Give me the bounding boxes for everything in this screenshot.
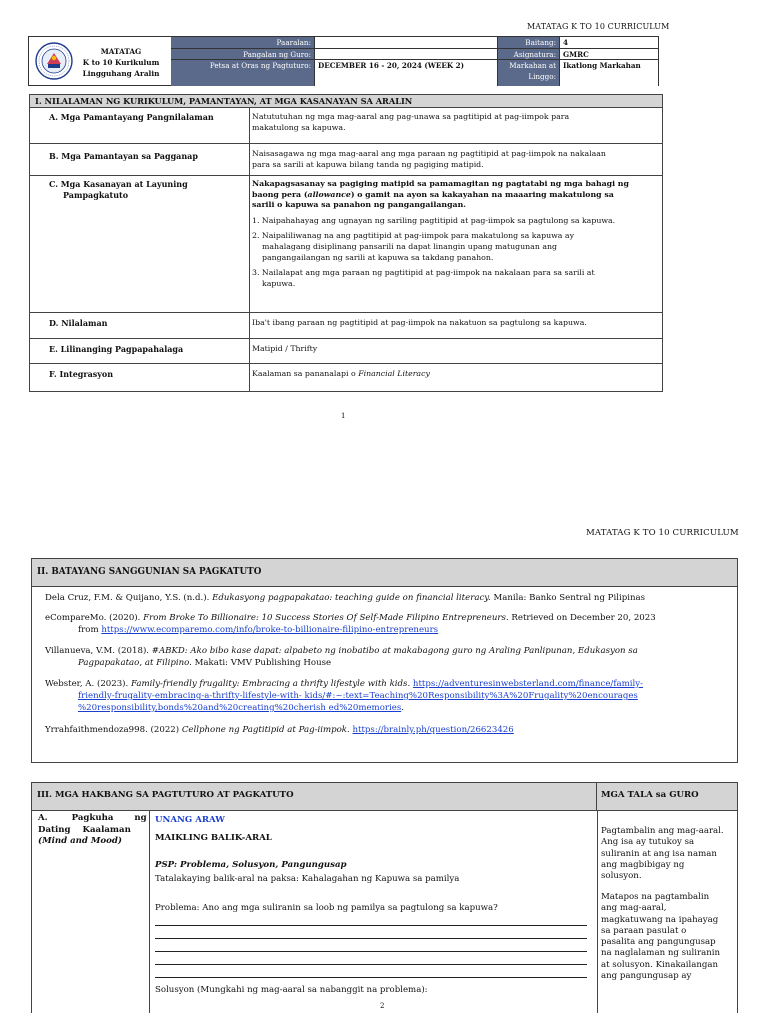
unang-araw-label: UNANG ARAW xyxy=(155,815,225,825)
row-f-text: Kaalaman sa pananalapi o Financial Literacy xyxy=(252,369,430,378)
page-number: 1 xyxy=(341,412,346,420)
curriculum-tag: MATATAG K TO 10 CURRICULUM xyxy=(586,528,739,538)
objective-1: 1. Naipahahayag ang ugnayan ng sariling pagtitipid at pag-iimpok sa pagtulong sa kapuwa. xyxy=(252,215,616,225)
header-title-line: MATATAG xyxy=(100,47,142,56)
problema-prompt: Problema: Ano ang mga suliranin sa loob ng pamilya sa pagtulong sa kapuwa? xyxy=(155,903,498,913)
answer-line[interactable] xyxy=(155,938,587,939)
reference-link[interactable]: friendly-frugality-embracing-a-thrifty-lifestyle-with- kids/#:~:text=Teaching%20Responsibility%3A%20Frugality%20encourages xyxy=(78,691,638,701)
notes-heading: MGA TALA sa GURO xyxy=(597,783,737,811)
teacher-note-1: Pagtambalin ang mag-aaral. Ang isa ay tutukoy sa suliranin at ang isa naman ang magbibigay ng solusyon. xyxy=(601,826,724,882)
reference-3: Villanueva, V.M. (2018). #ABKD: Ako bibo kase dapat: alpabeto ng inobatibo at makabagong guro ng Araling Panlipunan, Edukasyon sa Pagpapakatao, at Filipino. Makati: VMV Publishing House xyxy=(45,646,638,668)
section2-heading: II. BATAYANG SANGGUNIAN SA PAGKATUTO xyxy=(32,559,737,587)
answer-line[interactable] xyxy=(155,925,587,926)
row-d-label: D. Nilalaman xyxy=(49,318,108,328)
header-title-line: Lingguhang Aralin xyxy=(82,69,160,78)
markahan-label: Markahan at Linggo: xyxy=(497,60,559,86)
header-title-line: K to 10 Kurikulum xyxy=(82,58,160,67)
reference-2: eCompareMo. (2020). From Broke To Billionaire: 10 Success Stories Of Self-Made Filipino Entrepreneurs. Retrieved on December 20, 2023 from https://www.ecomparemo.com/info/broke-to-billionaire-filipino-entrepreneurs xyxy=(45,613,656,635)
paaralan-label: Paaralan: xyxy=(171,37,314,48)
objective-3: 3. Nailalapat ang mga paraan ng pagtitipid at pag-iimpok na nakalaan para sa sarili at kapuwa. xyxy=(252,268,595,288)
markahan-value[interactable]: Ikatlong Markahan xyxy=(559,60,658,86)
row-d-text: Iba't ibang paraan ng pagtitipid at pag-iimpok na nakatuon sa pagtulong sa kapuwa. xyxy=(252,318,587,327)
solusyon-prompt: Solusyon (Mungkahi ng mag-aaral sa nabanggit na problema): xyxy=(155,985,428,995)
section1-table xyxy=(29,94,663,392)
petsa-label: Petsa at Oras ng Pagtuturo: xyxy=(171,60,314,86)
baitang-value[interactable]: 4 xyxy=(559,37,658,48)
answer-line[interactable] xyxy=(155,977,587,978)
section3-table xyxy=(31,782,738,1013)
balik-aral-topic: Tatalakaying balik-aral na paksa: Kahalagahan ng Kapuwa sa pamilya xyxy=(155,874,460,884)
maikling-balik-aral: MAIKLING BALIK-ARAL xyxy=(155,833,272,843)
paaralan-value[interactable] xyxy=(314,37,497,48)
deped-seal-icon xyxy=(35,41,73,81)
row-e-text: Matipid / Thrifty xyxy=(252,344,318,353)
section1-heading: I. NILALAMAN NG KURIKULUM, PAMANTAYAN, AT MGA KASANAYAN SA ARALIN xyxy=(30,95,662,108)
row-b-label: B. Mga Pamantayan sa Pagganap xyxy=(49,151,198,161)
asignatura-label: Asignatura: xyxy=(497,49,559,60)
answer-line[interactable] xyxy=(155,951,587,952)
lesson-header-table xyxy=(28,36,659,86)
row-f-label: F. Integrasyon xyxy=(49,369,114,379)
asignatura-value[interactable]: GMRC xyxy=(559,49,658,60)
page-number: 2 xyxy=(380,1002,385,1010)
psp-title: PSP: Problema, Solusyon, Pangungusap xyxy=(155,860,347,870)
reference-link[interactable]: https://adventuresinwebsterland.com/finance/family- xyxy=(412,679,644,689)
reference-link[interactable]: https://brainly.ph/question/26623426 xyxy=(352,725,514,735)
row-a-label: A. Mga Pamantayang Pangnilalaman xyxy=(49,112,214,122)
row-b-text: Naisasagawa ng mga mag-aaral ang mga paraan ng pagtitipid at pag-iimpok na nakalaan para sa sarili at kapuwa bilang tanda ng pagiging matipid. xyxy=(252,149,606,169)
guro-label: Pangalan ng Guro: xyxy=(171,49,314,60)
reference-1: Dela Cruz, F.M. & Quijano, Y.S. (n.d.). Edukasyong pagpapakatao: teaching guide on financial literacy. Manila: Banko Sentral ng Pilipinas xyxy=(45,593,646,603)
step-a-label: A. Pagkuha ng Dating Kaalaman (Mind and Mood) xyxy=(38,813,147,847)
reference-link[interactable]: %20responsibility,bonds%20and%20creating%20cherish ed%20memories xyxy=(78,703,402,713)
answer-line[interactable] xyxy=(155,964,587,965)
row-a-text: Natututuhan ng mga mag-aaral ang pag-unawa sa pagtitipid at pag-iimpok para makatulong sa kapuwa. xyxy=(252,112,570,132)
reference-5: Yrrahfaithmendoza998. (2022) Cellphone ng Pagtitipid at Pag-iimpok. https://brainly.ph/question/26623426 xyxy=(45,725,514,735)
petsa-value[interactable]: DECEMBER 16 - 20, 2024 (WEEK 2) xyxy=(314,60,497,86)
row-c-label: C. Mga Kasanayan at Layuning Pampagkatuto xyxy=(49,179,188,200)
row-c-text: Nakapagsasanay sa pagiging matipid sa pamamagitan ng pagtatabi ng mga bahagi ng baong pera (allowance) o gamit na ayon sa kakayahan na maaaring makatulong sa sarili o kapuwa sa panahon ng pangangailangan. 1. Naipahahayag ang ugnayan ng sariling pagtitipid at pag-iimpok sa pagtulong sa kapuwa. 2. Naipaliliwanag na ang pagtitipid at pag-iimpok para makatulong sa kapuwa ay mahalagang disiplinang pansarili na dapat linangin upang matugunan ang pangangailangan ng sarili at kapuwa sa takdang panahon. 3. Nailalapat ang mga paraan ng pagtitipid at pag-iimpok na nakalaan para sa sarili at kapuwa. xyxy=(252,179,657,289)
header-logo-cell xyxy=(29,37,172,85)
curriculum-tag: MATATAG K TO 10 CURRICULUM xyxy=(527,22,670,31)
section3-heading: III. MGA HAKBANG SA PAGTUTURO AT PAGKATUTO xyxy=(32,783,597,811)
teacher-note-2: Matapos na pagtambalin ang mag-aaral, magkatuwang na ipahayag sa paraan pasulat o pasalita ang pangungusap na naglalaman ng suliranin at solusyon. Kinakailangan ang pangungusap ay xyxy=(601,892,721,982)
reference-link[interactable]: https://www.ecomparemo.com/info/broke-to-billionaire-filipino-entrepreneurs xyxy=(101,625,439,635)
objective-2: 2. Naipaliliwanag na ang pagtitipid at pag-iimpok para makatulong sa kapuwa ay mahalagang disiplinang pansarili na dapat linangin upang matugunan ang pangangailangan ng sarili at kapuwa sa takdang panahon. xyxy=(252,231,574,262)
row-e-label: E. Lilinanging Pagpapahalaga xyxy=(49,344,184,354)
reference-4: Webster, A. (2023). Family-friendly frugality: Embracing a thrifty lifestyle with kids. https://adventuresinwebsterland.com/finance/family- friendly-frugality-embracing-a-thrifty-lifestyle-with- kids/#:~:text=Teaching%20Responsibility%3A%20Frugality%20encourages %20responsibility,bonds%20and%20creating%20cherish ed%20memories. xyxy=(45,679,644,713)
baitang-label: Baitang: xyxy=(497,37,559,48)
